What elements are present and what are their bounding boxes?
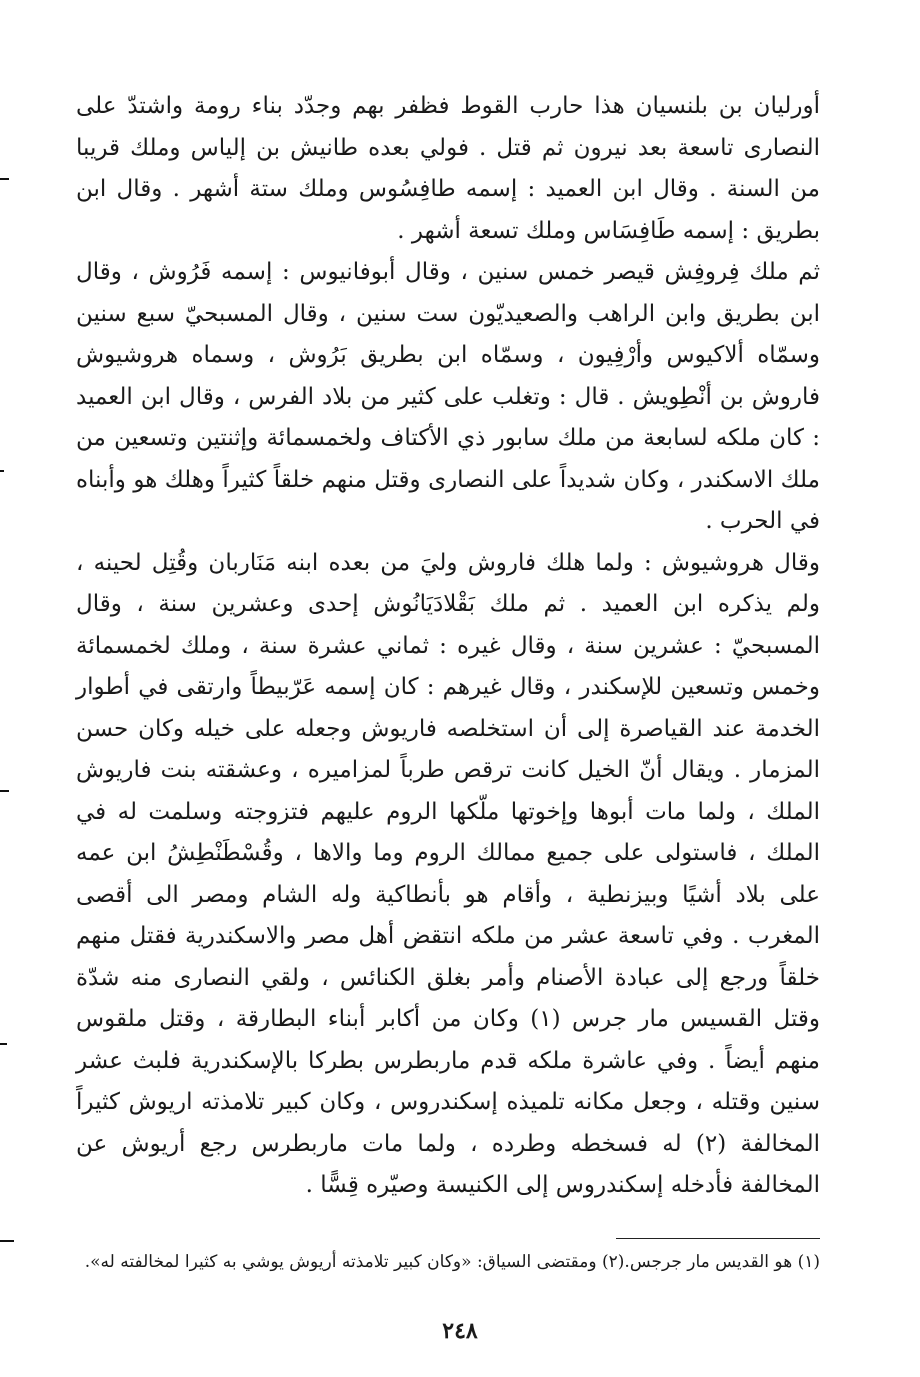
margin-mark	[0, 790, 9, 792]
margin-mark	[0, 1043, 7, 1045]
footnote-separator	[616, 1238, 820, 1239]
margin-mark	[0, 470, 4, 472]
margin-mark	[0, 1240, 14, 1242]
margin-mark	[0, 178, 9, 180]
paragraph: أورليان بن بلنسيان هذا حارب القوط فظفر بهم وجدّد بناء رومة واشتدّ على النصارى تاسعة بعد نيرون ثم قتل . فولي بعده طانيش بن إلياس وملك قريبا من السنة . وقال ابن العميد : إسمه طافِسُوس وملك ستة أشهر . وقال ابن بطريق : إسمه طَافِسَاس وملك تسعة أشهر .	[76, 93, 820, 244]
page-number: ٢٤٨	[442, 1318, 478, 1344]
paragraph: ثم ملك فِروفِش قيصر خمس سنين ، وقال أبوفانيوس : إسمه فَرُوش ، وقال ابن بطريق وابن الراهب والصعيديّون ست سنين ، وقال المسبحيّ سبع سنين وسمّاه ألاكيوس وأرْفِيون ، وسمّاه ابن بطريق بَرُوش ، وسماه هروشيوش فاروش بن أنْطِويش . قال : وتغلب على كثير من بلاد الفرس ، وقال ابن العميد : كان ملكه لسابعة من ملك سابور ذي الأكتاف ولخمسمائة وإثنتين وتسعين من ملك الاسكندر ، وكان شديداً على النصارى وقتل منهم خلقاً كثيراً وهلك هو وأبناه في الحرب .	[76, 259, 820, 534]
main-text	[76, 86, 820, 1207]
footnote: (١) هو القديس مار جرجس.(٢) ومقتضى السياق: «وكان كبير تلامذته أريوش يوشي به كثيرا لمخالفته له».	[84, 1252, 820, 1272]
paragraph: وقال هروشيوش : ولما هلك فاروش وليَ من بعده ابنه مَنَاربان وقُتِل لحينه ، ولم يذكره ابن العميد . ثم ملك بَقْلادَيَانُوش إحدى وعشرين سنة ، وقال المسبحيّ : عشرين سنة ، وقال غيره : ثماني عشرة سنة ، وملك لخمسمائة وخمس وتسعين للإسكندر ، وقال غيرهم : كان إسمه عَرّبيطاً وارتقى في أطوار الخدمة عند القياصرة إلى أن استخلصه فاريوش وجعله على خيله وكان حسن المزمار . ويقال أنّ الخيل كانت ترقص طرباً لمزاميره ، وعشقته بنت فاريوش الملك ، ولما مات أبوها وإخوتها ملّكها الروم عليهم فتزوجته وسلمت له في الملك ، فاستولى على جميع ممالك الروم وما والاها ، وقُسْطَنْطِشُ ابن عمه على بلاد أشيًا وبيزنطية ، وأقام هو بأنطاكية وله الشام ومصر الى أقصى المغرب . وفي تاسعة عشر من ملكه انتقض أهل مصر والاسكندرية فقتل منهم خلقاً ورجع إلى عبادة الأصنام وأمر بغلق الكنائس ، ولقي النصارى منه شدّة وقتل القسيس مار جرس (١) وكان من أكابر أبناء البطارقة ، وقتل ملقوس منهم أيضاً . وفي عاشرة ملكه قدم ماربطرس بطركا بالإسكندرية فلبث عشر سنين وقتله ، وجعل مكانه تلميذه إسكندروس ، وكان كبير تلامذته اريوش كثيراً المخالفة (٢) له فسخطه وطرده ، ولما مات ماربطرس رجع أريوش عن المخالفة فأدخله إسكندروس إلى الكنيسة وصيّره قِسًّا .	[76, 549, 820, 1198]
